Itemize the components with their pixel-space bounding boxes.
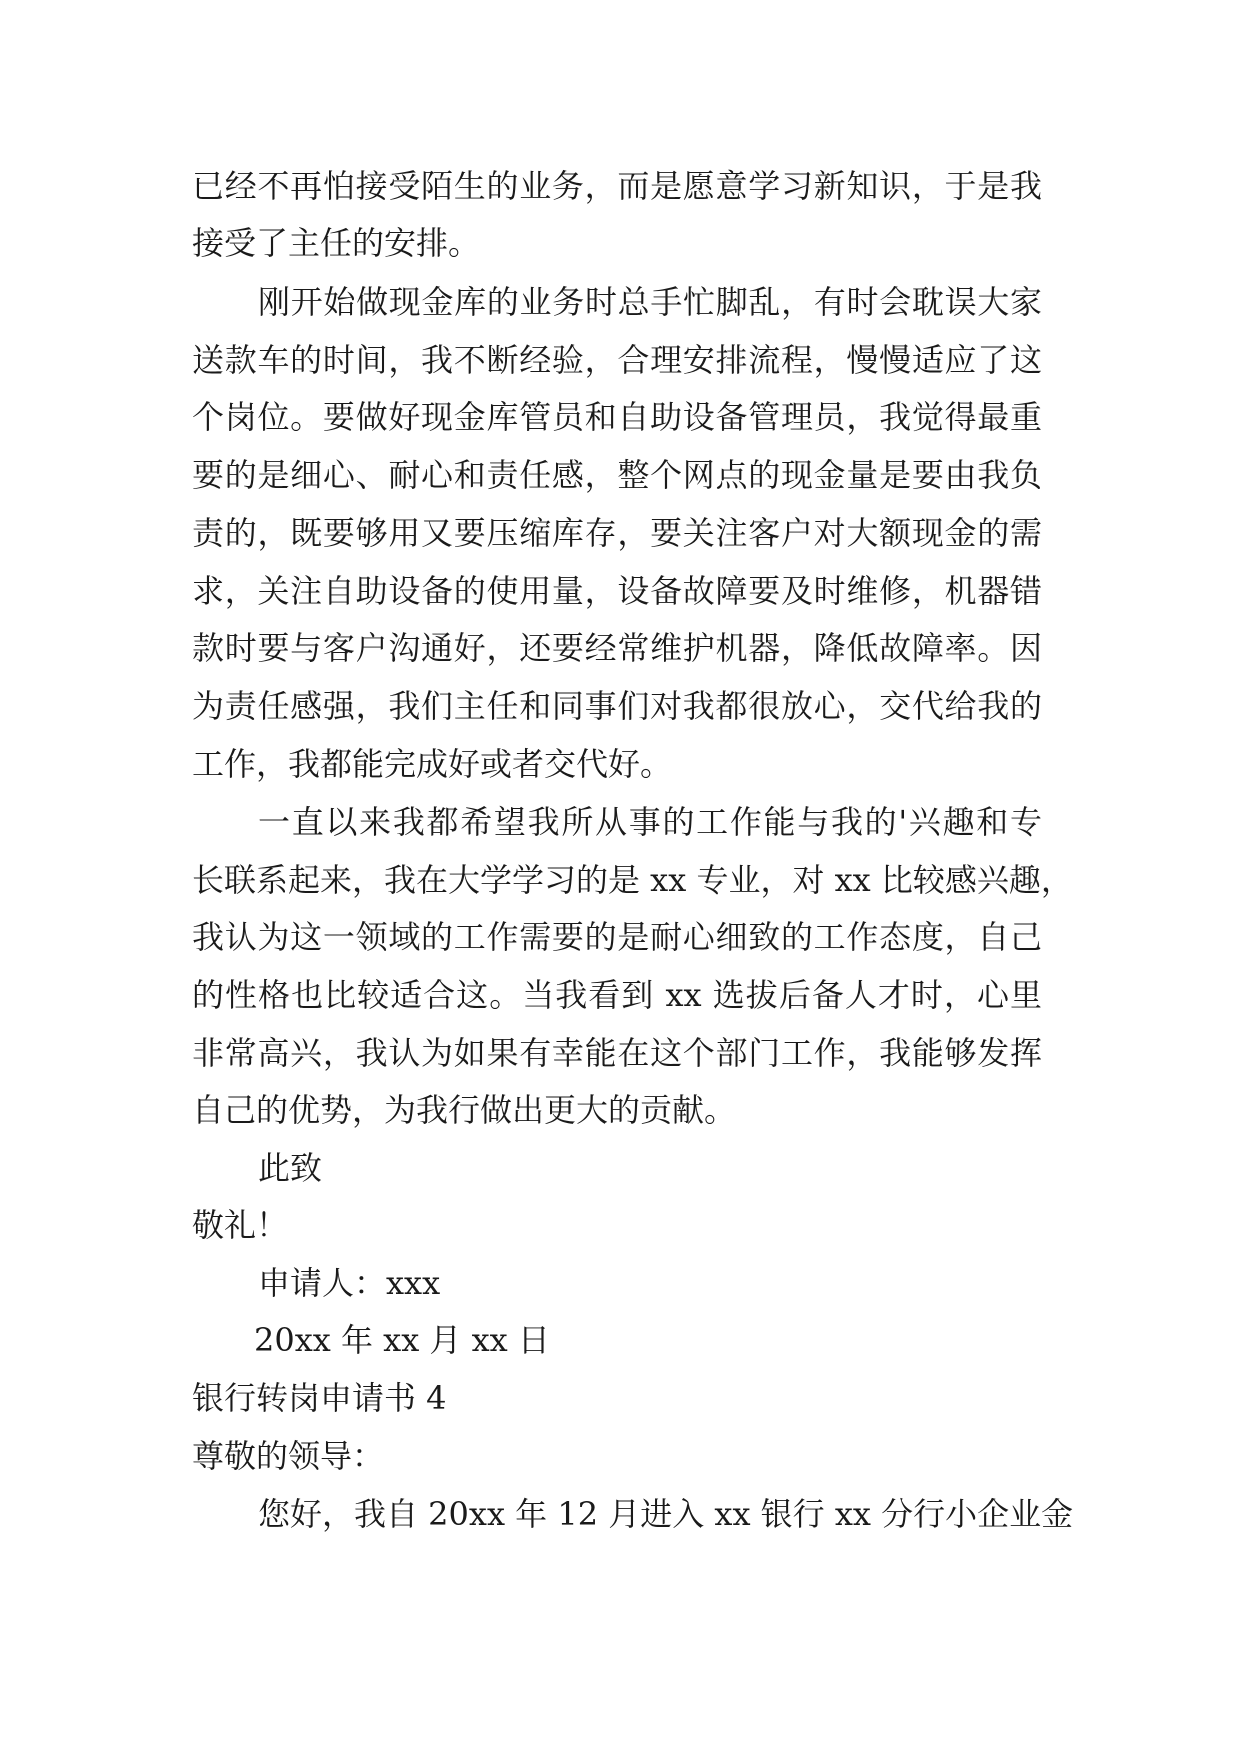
- para-2-line-7: 款时要与客户沟通好，还要经常维护机器，降低故障率。因: [192, 629, 1042, 667]
- salutation: 尊敬的领导：: [192, 1437, 385, 1475]
- para-3-line-2: 长联系起来，我在大学学习的是 xx 专业，对 xx 比较感兴趣，: [192, 861, 1073, 899]
- para-2-line-9: 工作，我都能完成好或者交代好。: [192, 745, 673, 783]
- section-title: 银行转岗申请书 4: [192, 1379, 447, 1417]
- para-3-line-3: 我认为这一领域的工作需要的是耐心细致的工作态度，自己: [192, 918, 1042, 956]
- para-2-line-5: 责的，既要够用又要压缩库存，要关注客户对大额现金的需: [192, 514, 1042, 552]
- para-1-line-2: 接受了主任的安排。: [192, 224, 481, 262]
- para-2-line-1: 刚开始做现金库的业务时总手忙脚乱，有时会耽误大家: [258, 283, 1042, 321]
- signature-date: 20xx 年 xx 月 xx 日: [254, 1321, 550, 1359]
- closing-jingli: 敬礼！: [192, 1206, 289, 1244]
- para-3-line-5: 非常高兴，我认为如果有幸能在这个部门工作，我能够发挥: [192, 1034, 1042, 1072]
- signature-applicant: 申请人：xxx: [258, 1264, 441, 1302]
- para-3-line-4: 的性格也比较适合这。当我看到 xx 选拔后备人才时，心里: [192, 976, 1042, 1014]
- para-2-line-8: 为责任感强，我们主任和同事们对我都很放心，交代给我的: [192, 687, 1042, 725]
- para-3-line-6: 自己的优势，为我行做出更大的贡献。: [192, 1091, 737, 1129]
- para-1-line-1: 已经不再怕接受陌生的业务，而是愿意学习新知识，于是我: [192, 167, 1042, 205]
- para-2-line-6: 求，关注自助设备的使用量，设备故障要及时维修，机器错: [192, 572, 1042, 610]
- para-3-line-1: 一直以来我都希望我所从事的工作能与我的'兴趣和专: [258, 803, 1042, 841]
- para-4-line-1: 您好，我自 20xx 年 12 月进入 xx 银行 xx 分行小企业金: [258, 1495, 1074, 1533]
- para-2-line-2: 送款车的时间，我不断经验，合理安排流程，慢慢适应了这: [192, 341, 1042, 379]
- para-2-line-4: 要的是细心、耐心和责任感，整个网点的现金量是要由我负: [192, 456, 1042, 494]
- para-2-line-3: 个岗位。要做好现金库管员和自助设备管理员，我觉得最重: [192, 398, 1042, 436]
- closing-cizhi: 此致: [258, 1149, 323, 1187]
